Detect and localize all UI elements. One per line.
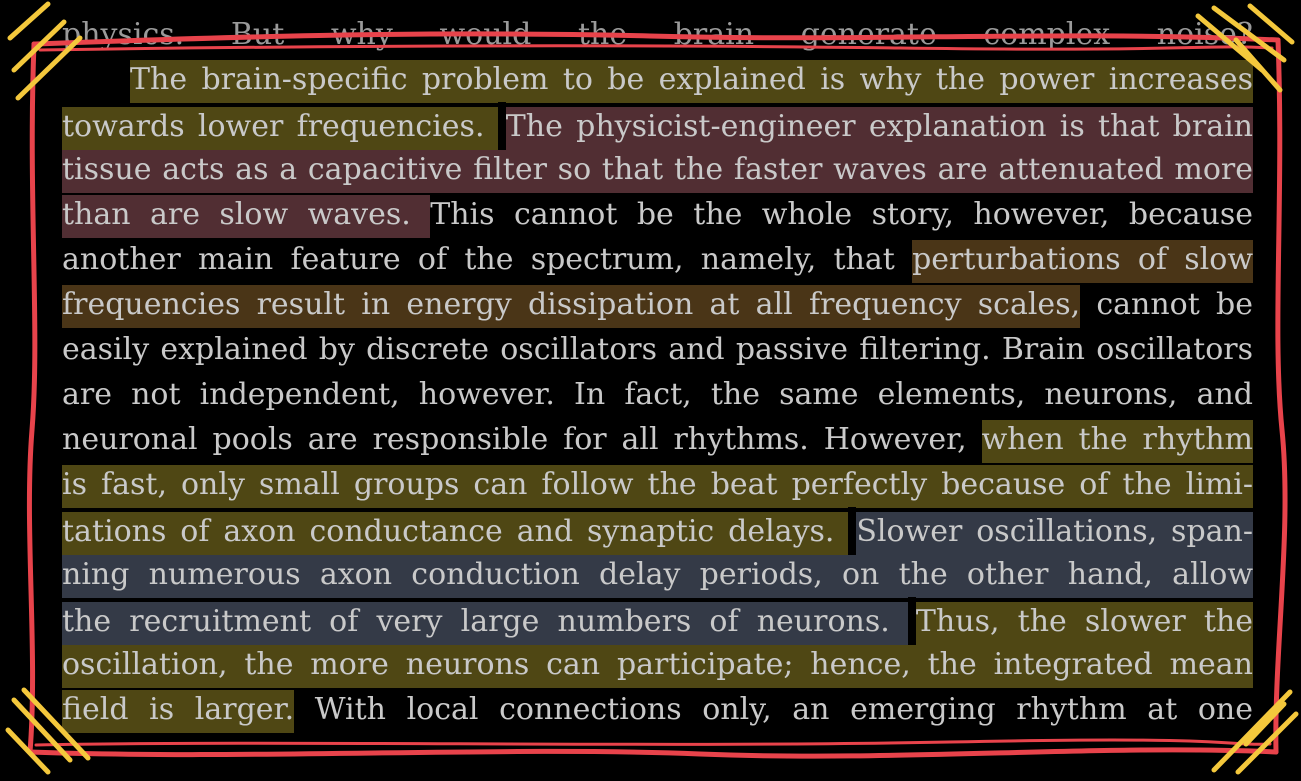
highlight-slate[interactable]: ning numerous axon conduction delay periods, on the other hand, allow [62,555,1253,598]
highlight-wine[interactable]: than are slow waves. [62,195,430,238]
text-line [62,507,1253,552]
text-segment: are not independent, however. In fact, the same elements, neurons, and [62,377,1253,412]
text-line [62,147,1253,192]
selection-cursor [498,102,506,146]
text-line [62,282,1253,327]
text-segment: another main feature of the spectrum, namely, that [62,242,913,277]
text-segment: cannot be [1080,287,1253,322]
highlight-slate[interactable]: the recruitment of very large numbers of neurons. [62,602,908,645]
red-frame-bottom [30,750,1276,756]
text-segment: easily explained by discrete oscillators and passive filtering. Brain oscillators [62,332,1253,367]
text-line [62,687,1253,732]
highlight-olive[interactable]: Thus, the slower the [916,602,1253,645]
highlight-olive[interactable]: towards lower frequencies. [62,107,498,150]
text-segment: This cannot be the whole story, however, because [430,197,1254,232]
text-line [62,12,1253,57]
text-line [62,642,1253,687]
text-line [62,417,1253,462]
highlight-brown[interactable]: frequencies result in energy dissipation at all frequency scales, [62,285,1080,328]
text-line [62,102,1253,147]
highlight-olive[interactable]: tations of axon conductance and synaptic delays. [62,512,848,555]
text-line [62,192,1253,237]
highlight-olive[interactable]: The brain-specific problem to be explained is why the power increases [130,60,1253,103]
text-line [62,237,1253,282]
text-line [62,57,1253,102]
text-line [62,372,1253,417]
text-line [62,327,1253,372]
highlight-olive[interactable]: field is larger. [62,690,294,733]
highlight-wine[interactable]: tissue acts as a capacitive filter so that the faster waves are attenuated more [62,150,1253,193]
highlight-olive[interactable]: is fast, only small groups can follow the beat perfectly because of the limi- [62,465,1253,508]
red-frame-right [1276,40,1285,752]
text-segment: With local connections only, an emerging rhythm at one [294,692,1253,727]
highlight-wine[interactable]: The physicist-engineer explanation is that brain [506,107,1253,150]
highlight-olive[interactable]: oscillation, the more neurons can participate; hence, the integrated mean [62,645,1253,688]
highlight-slate[interactable]: Slower oscillations, span- [856,512,1253,555]
document-body [62,12,1253,732]
text-segment: neuronal pools are responsible for all rhythms. However, [62,422,982,457]
red-frame-bottom-inner [36,740,1270,745]
red-frame-left [29,44,34,752]
text-line [62,462,1253,507]
text-line [62,597,1253,642]
text-segment: physics. But why would the brain generate complex noise? [62,17,1253,52]
highlight-brown[interactable]: perturbations of slow [912,240,1253,283]
selection-cursor [908,597,916,641]
highlight-olive[interactable]: when the rhythm [982,420,1253,463]
text-line [62,552,1253,597]
